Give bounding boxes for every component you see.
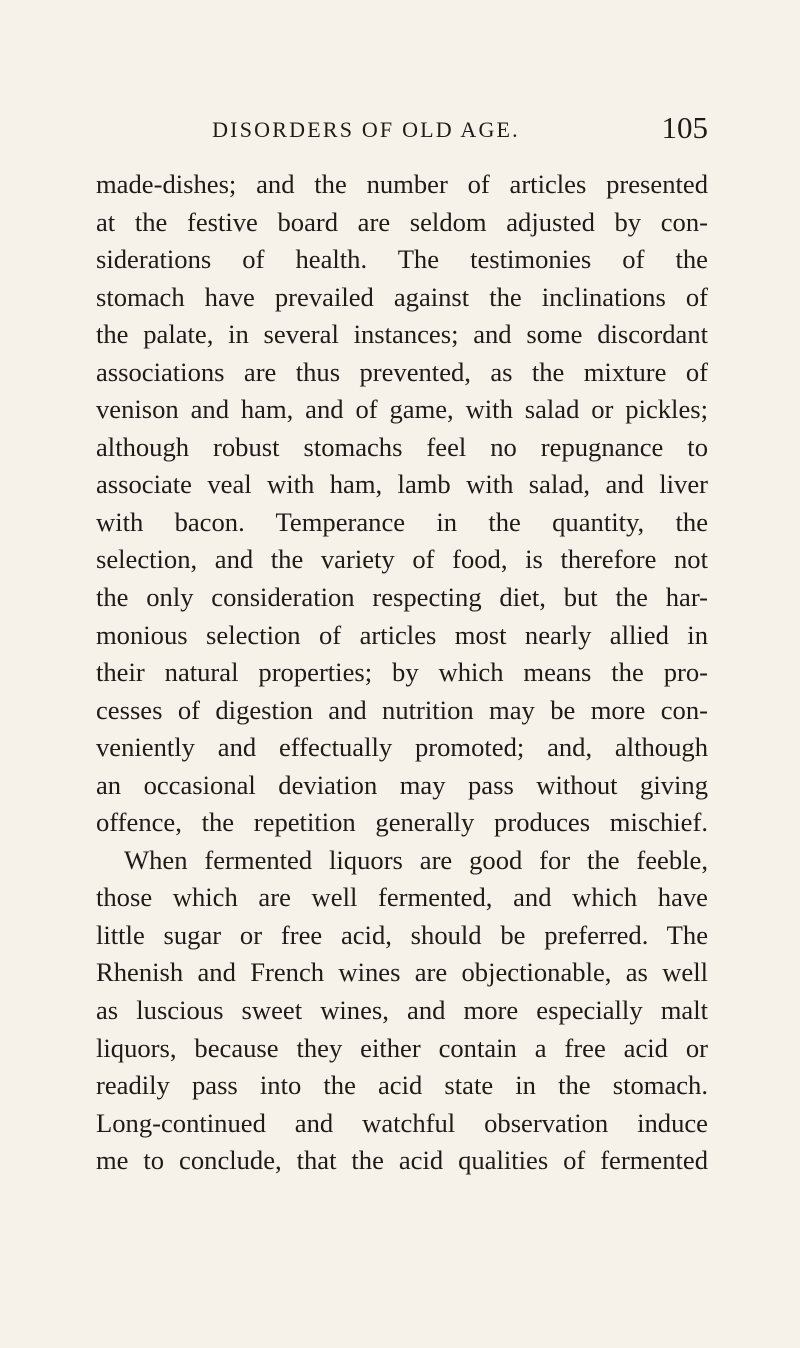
text-line: cesses of digestion and nutrition may be more con- <box>96 694 708 725</box>
text-line: the only consideration respecting diet, but the har- <box>96 582 708 613</box>
text-line: me to conclude, that the acid qualities of fermented <box>96 1145 708 1176</box>
text-line: monious selection of articles most nearly allied in <box>96 619 708 650</box>
text-line: associate veal with ham, lamb with salad, and liver <box>96 469 708 500</box>
text-line: an occasional deviation may pass without giving <box>96 769 708 800</box>
text-line: although robust stomachs feel no repugnance to <box>96 431 708 462</box>
text-line: Rhenish and French wines are objectionable, as well <box>96 957 708 988</box>
running-head: DISORDERS OF OLD AGE. <box>212 117 520 142</box>
text-line: offence, the repetition generally produces mischief. <box>96 807 708 838</box>
text-line: Long-continued and watchful observation induce <box>96 1107 708 1138</box>
text-line: veniently and effectually promoted; and, although <box>96 732 708 763</box>
text-line-paragraph-start: When fermented liquors are good for the feeble, <box>124 844 708 875</box>
text-line: at the festive board are seldom adjusted by con- <box>96 206 708 237</box>
text-line: siderations of health. The testimonies of the <box>96 244 708 275</box>
text-line: with bacon. Temperance in the quantity, the <box>96 506 708 537</box>
text-line: stomach have prevailed against the inclinations of <box>96 281 708 312</box>
text-line: liquors, because they either contain a free acid or <box>96 1032 708 1063</box>
text-line: little sugar or free acid, should be preferred. The <box>96 919 708 950</box>
text-line: associations are thus prevented, as the mixture of <box>96 356 708 387</box>
text-line: made-dishes; and the number of articles presented <box>96 169 708 199</box>
text-line: selection, and the variety of food, is therefore not <box>96 544 708 575</box>
text-line: as luscious sweet wines, and more especially malt <box>96 995 708 1026</box>
text-line: those which are well fermented, and which have <box>96 882 708 913</box>
page-header <box>96 110 708 150</box>
page-number: 105 <box>661 110 708 145</box>
text-line: readily pass into the acid state in the stomach. <box>96 1070 708 1101</box>
text-line: their natural properties; by which means the pro- <box>96 657 708 688</box>
body-text <box>96 166 708 1180</box>
text-line: venison and ham, and of game, with salad or pickles; <box>96 394 708 425</box>
text-line: the palate, in several instances; and some discordant <box>96 319 708 350</box>
